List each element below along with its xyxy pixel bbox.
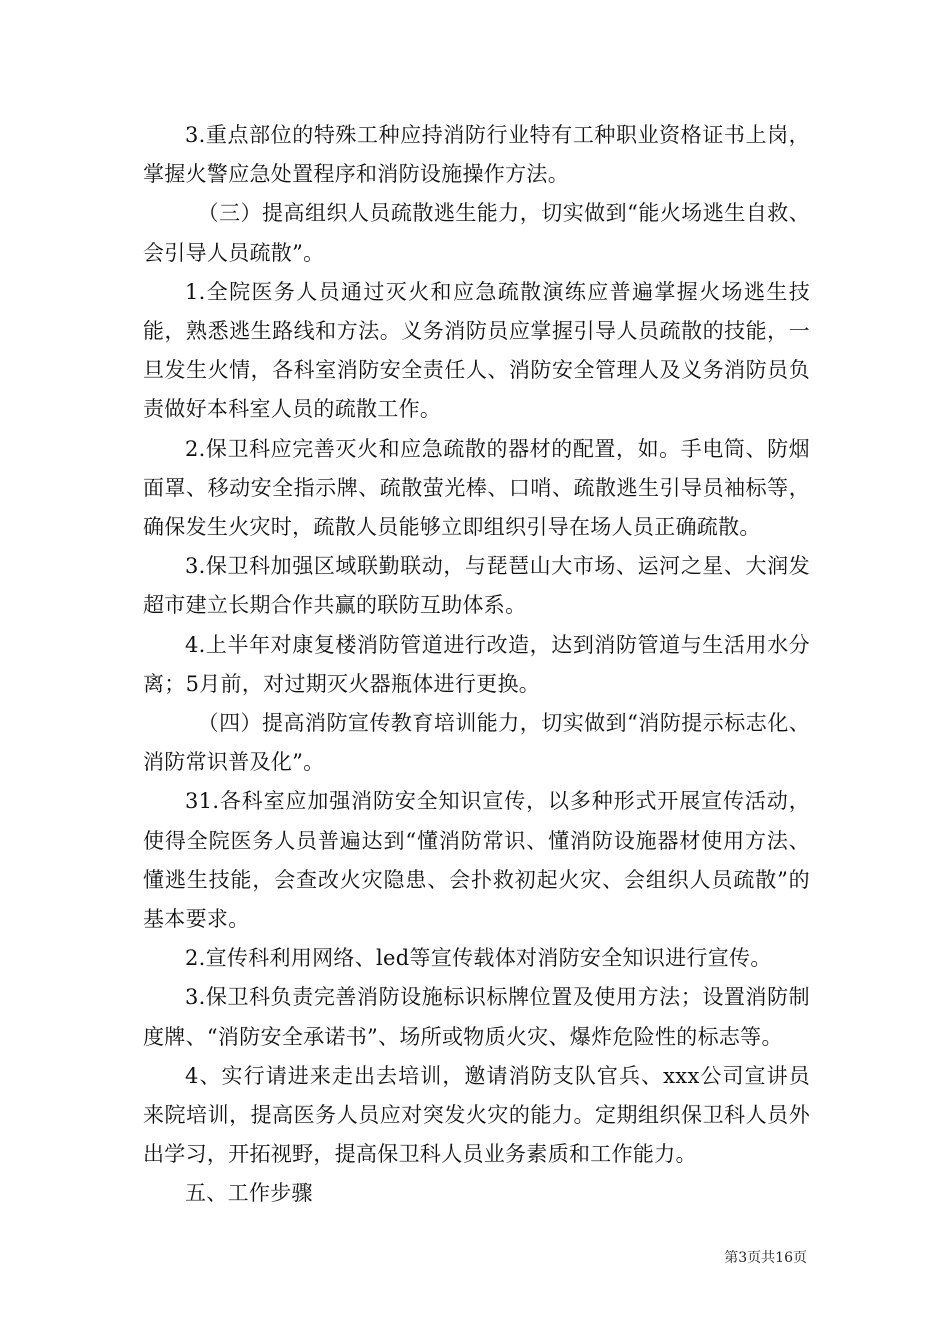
paragraph-7: （四）提高消防宣传教育培训能力，切实做到“消防提示标志化、消防常识普及化”。 bbox=[143, 711, 810, 775]
paragraph-10: 3.保卫科负责完善消防设施标识标牌位置及使用方法；设置消防制度牌、“消防安全承诺书”、场所或物质火灾、爆炸危险性的标志等。 bbox=[143, 985, 810, 1049]
paragraph-2: （三）提高组织人员疏散逃生能力，切实做到“能火场逃生自救、会引导人员疏散”。 bbox=[143, 201, 810, 265]
paragraph-9: 2.宣传科利用网络、led等宣传载体对消防安全知识进行宣传。 bbox=[185, 946, 772, 971]
section-heading: 五、工作步骤 bbox=[185, 1181, 313, 1206]
paragraph-1: 3.重点部位的特殊工种应持消防行业特有工种职业资格证书上岗，掌握火警应急处置程序和消防设施操作方法。 bbox=[143, 123, 810, 187]
paragraph-4: 2.保卫科应完善灭火和应急疏散的器材的配置，如。手电筒、防烟面罩、移动安全指示牌、疏散萤光棒、口哨、疏散逃生引导员袖标等，确保发生火灾时，疏散人员能够立即组织引导在场人员正确疏散。 bbox=[143, 436, 810, 540]
paragraph-8: 31.各科室应加强消防安全知识宣传，以多种形式开展宣传活动，使得全院医务人员普遍达到“懂消防常识、懂消防设施器材使用方法、懂逃生技能，会查改火灾隐患、会扑救初起火灾、会组织人员疏散”的基本要求。 bbox=[143, 789, 810, 932]
paragraph-11: 4、实行请进来走出去培训，邀请消防支队官兵、xxx公司宣讲员来院培训，提高医务人员应对突发火灾的能力。定期组织保卫科人员外出学习，开拓视野，提高保卫科人员业务素质和工作能力。 bbox=[143, 1063, 810, 1167]
paragraph-3: 1.全院医务人员通过灭火和应急疏散演练应普遍掌握火场逃生技能，熟悉逃生路线和方法。义务消防员应掌握引导人员疏散的技能，一旦发生火情，各科室消防安全责任人、消防安全管理人及义务消防员负责做好本科室人员的疏散工作。 bbox=[143, 279, 810, 422]
document-body bbox=[143, 116, 810, 1214]
page-number: 第3页共16页 bbox=[724, 1250, 807, 1266]
paragraph-5: 3.保卫科加强区域联勤联动，与琵琶山大市场、运河之星、大润发超市建立长期合作共赢的联防互助体系。 bbox=[143, 554, 810, 618]
paragraph-6: 4.上半年对康复楼消防管道进行改造，达到消防管道与生活用水分离；5月前，对过期灭火器瓶体进行更换。 bbox=[143, 632, 810, 696]
